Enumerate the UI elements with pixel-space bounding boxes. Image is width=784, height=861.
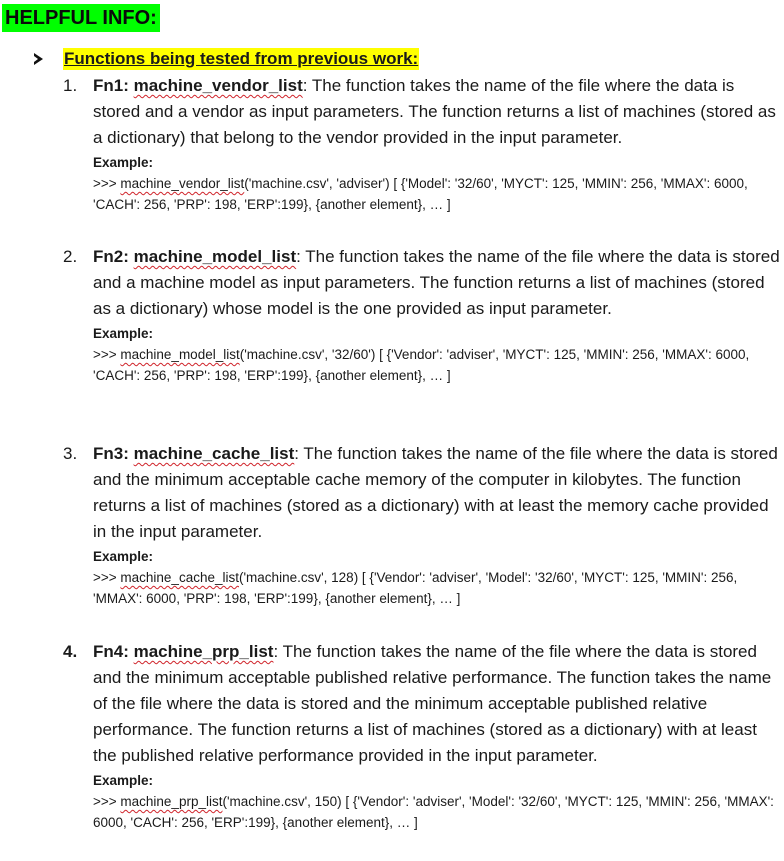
function-description: The function takes the name of the file where the data is stored and the minimum acceptable cache memory of the computer in kilobytes. The function returns a list of machines (stored as a dictionary) with at least the memory cache provided in the input parameter.: [93, 444, 778, 541]
example-label: Example:: [93, 773, 154, 788]
item-body: [93, 244, 781, 386]
function-separator: :: [302, 76, 312, 95]
function-description-paragraph: [93, 73, 781, 151]
item-number: 3.: [63, 444, 78, 463]
function-description-paragraph: [93, 639, 781, 769]
example-code: [93, 567, 781, 609]
item-number: 2.: [63, 247, 78, 266]
prompt-prefix: >>>: [93, 176, 121, 191]
example-function-call: machine_vendor_list: [120, 176, 245, 191]
example-output: ('machine.csv', '32/60') [ {'Vendor': 'adviser', 'MYCT': 125, 'MMIN': 256, 'MMAX': 6000, 'CACH': 256, 'PRP': 198, 'ERP':199}, {another element}, … ]: [93, 347, 750, 383]
function-label: Fn1:: [93, 76, 134, 95]
prompt-prefix: >>>: [93, 570, 121, 585]
function-description-paragraph: [93, 441, 781, 545]
function-separator: :: [273, 642, 283, 661]
page-title: HELPFUL INFO:: [2, 4, 160, 32]
function-description: The function takes the name of the file where the data is stored and the minimum acceptable published relative performance. The function takes the name of the file where the data is stored and the minimum acceptable published relative performance. The function returns a list of machines (stored as a dictionary) with at least the published relative performance provided in the input parameter.: [93, 642, 772, 765]
item-body: [93, 639, 781, 833]
example-label: Example:: [93, 549, 154, 564]
example-code: [93, 173, 781, 215]
arrow-bullet-icon: [34, 53, 43, 65]
function-name: machine_prp_list: [133, 642, 274, 661]
function-name: machine_model_list: [133, 247, 297, 266]
section-heading-row: [34, 48, 419, 70]
example-output: ('machine.csv', 'adviser') [ {'Model': '32/60', 'MYCT': 125, 'MMIN': 256, 'MMAX': 6000, 'CACH': 256, 'PRP': 198, 'ERP':199}, {another element}, … ]: [93, 176, 748, 212]
function-separator: :: [294, 444, 304, 463]
example-code: [93, 344, 781, 386]
prompt-prefix: >>>: [93, 347, 121, 362]
item-number: 1.: [63, 76, 78, 95]
function-description: The function takes the name of the file where the data is stored and a machine model as input parameters. The function returns a list of machines (stored as a dictionary) whose model is the one provided as input parameter.: [93, 247, 780, 318]
item-body: [93, 73, 781, 215]
example-output: ('machine.csv', 150) [ {'Vendor': 'adviser', 'Model': '32/60', 'MYCT': 125, 'MMIN': 256, 'MMAX': 6000, 'CACH': 256, 'ERP':199}, {another element}, … ]: [93, 794, 774, 830]
function-separator: :: [296, 247, 306, 266]
function-label: Fn3:: [93, 444, 134, 463]
function-label: Fn2:: [93, 247, 134, 266]
item-body: [93, 441, 781, 609]
function-name: machine_vendor_list: [133, 76, 303, 95]
example-function-call: machine_prp_list: [120, 794, 223, 809]
prompt-prefix: >>>: [93, 794, 121, 809]
function-description: The function takes the name of the file where the data is stored and a vendor as input parameters. The function returns a list of machines (stored as a dictionary) that belong to the vendor provided in the input parameter.: [93, 76, 776, 147]
example-label: Example:: [93, 155, 154, 170]
section-heading: Functions being tested from previous work:: [64, 49, 419, 68]
function-description-paragraph: [93, 244, 781, 322]
function-label: Fn4:: [93, 642, 134, 661]
item-number: 4.: [63, 642, 78, 661]
example-function-call: machine_model_list: [120, 347, 240, 362]
example-code: [93, 791, 781, 833]
example-function-call: machine_cache_list: [120, 570, 239, 585]
example-output: ('machine.csv', 128) [ {'Vendor': 'adviser', 'Model': '32/60', 'MYCT': 125, 'MMIN': 256, 'MMAX': 6000, 'PRP': 198, 'ERP':199}, {another element}, … ]: [93, 570, 738, 606]
example-label: Example:: [93, 326, 154, 341]
function-name: machine_cache_list: [133, 444, 295, 463]
